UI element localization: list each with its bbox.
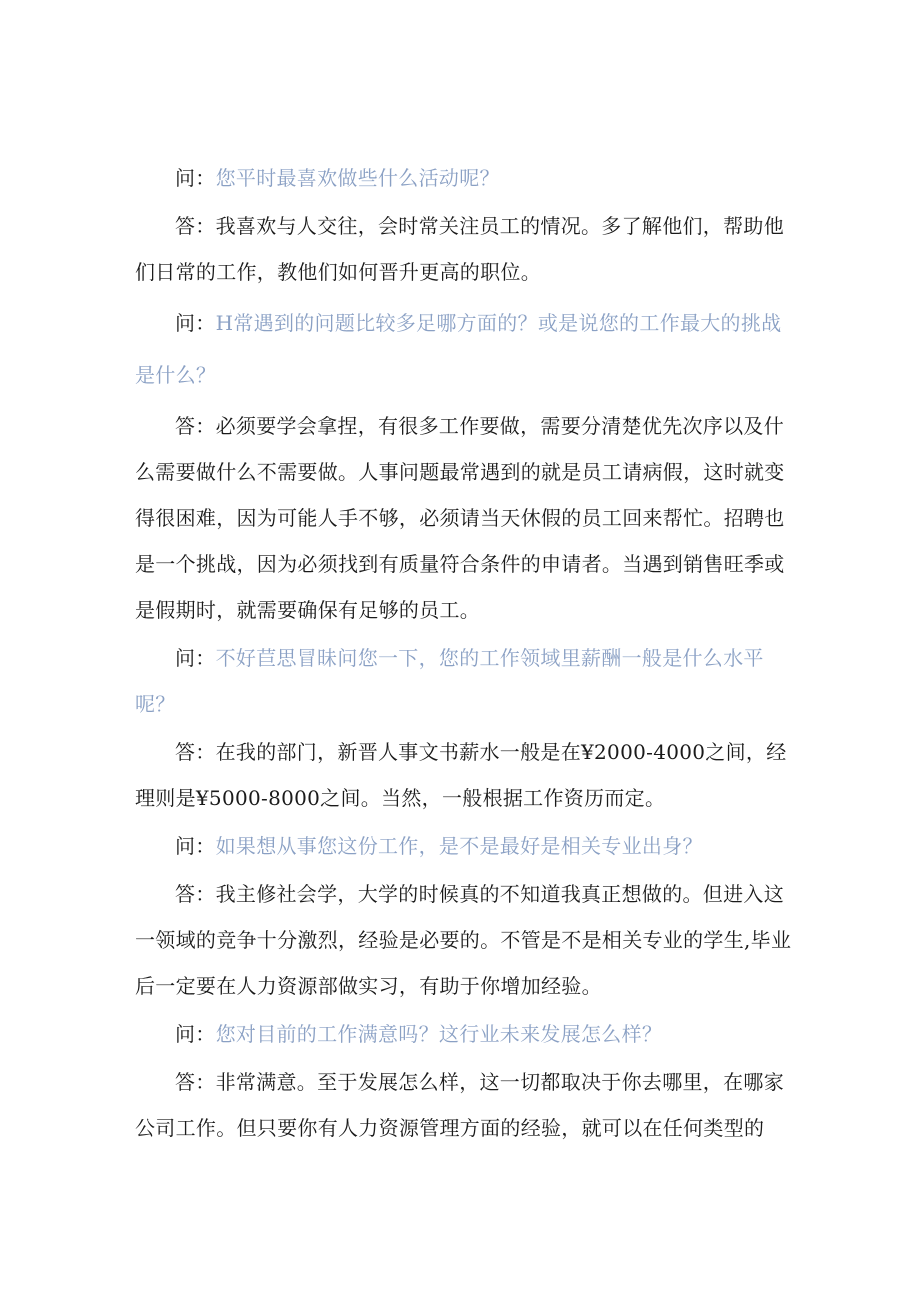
answer-4	[135, 871, 795, 1009]
answer-label: 答：	[175, 1070, 216, 1094]
question-text: 您平时最喜欢做些什么活动呢？	[215, 166, 500, 190]
question-5	[135, 1011, 795, 1057]
answer-1	[135, 203, 795, 295]
answer-text: 我主修社会学，大学的时候真的不知道我真正想做的。但进入这一领域的竞争十分激烈，经验是必要的。不管是不是相关专业的学生,毕业后一定要在人力资源部做实习，有助于你增加经验。	[135, 882, 792, 998]
answer-label: 答：	[175, 414, 216, 438]
answer-2	[135, 403, 795, 633]
question-label: 问：	[175, 311, 216, 335]
question-label: 问：	[175, 166, 216, 190]
question-label: 问：	[175, 646, 216, 670]
answer-text: 我喜欢与人交往，会时常关注员工的情况。多了解他们，帮助他们日常的工作，教他们如何晋升更高的职位。	[135, 214, 785, 284]
answer-text: 必须要学会拿捏，有很多工作要做，需要分清楚优先次序以及什么需要做什么不需要做。人事问题最常遇到的就是员工请病假，这时就变得很困难，因为可能人手不够，必须请当天休假的员工回来帮忙。招聘也是一个挑战，因为必须找到有质量符合条件的申请者。当遇到销售旺季或是假期时，就需要确保有足够的员工。	[135, 414, 785, 622]
answer-label: 答：	[175, 882, 216, 906]
question-3	[135, 635, 795, 727]
answer-3	[135, 729, 795, 821]
question-text: 如果想从事您这份工作，是不是最好是相关专业出身？	[215, 834, 703, 858]
answer-text: 非常满意。至于发展怎么样，这一切都取决于你去哪里，在哪家公司工作。但只要你有人力资源管理方面的经验，就可以在任何类型的	[135, 1070, 785, 1140]
question-text: 不好苣思冒昧问您一下，您的工作领域里薪酬一般是什么水平呢？	[135, 646, 764, 716]
answer-label: 答：	[175, 740, 216, 764]
question-text: H常遇到的问题比较多足哪方面的？或是说您的工作最大的挑战是什么？	[135, 311, 782, 387]
answer-text: 在我的部门，新晋人事文书薪水一般是在¥2000-4000之间，经理则是¥5000-8000之间。当然，一般根据工作资历而定。	[135, 740, 787, 810]
answer-5	[135, 1059, 795, 1151]
question-4	[135, 823, 795, 869]
question-label: 问：	[175, 1022, 216, 1046]
interview-content	[135, 155, 795, 1153]
question-2	[135, 297, 795, 401]
question-1	[135, 155, 795, 201]
question-text: 您对目前的工作满意吗？这行业未来发展怎么样？	[215, 1022, 663, 1046]
answer-label: 答：	[175, 214, 216, 238]
question-label: 问：	[175, 834, 216, 858]
